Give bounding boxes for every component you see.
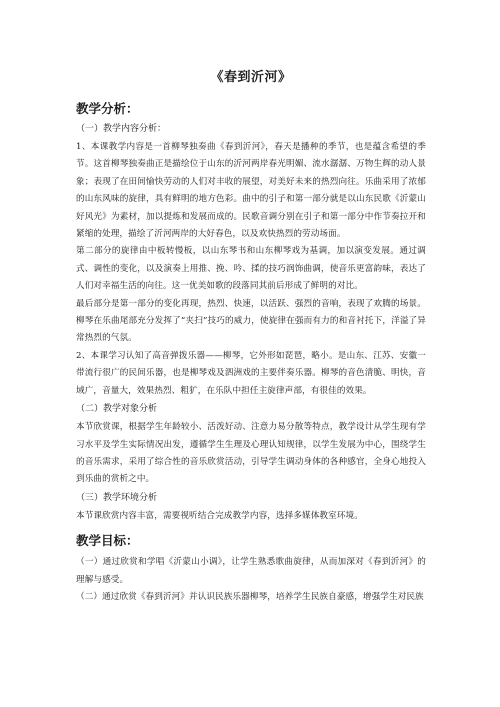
paragraph: 本节欣赏课，根据学生年龄较小、活泼好动、注意力易分散等特点，教学设计从学生现有学习水平及学生实际情况出发，遵循学生生理及心理认知规律，以学生发展为中心，围绕学生的音乐需求，采用了综合性的音乐欣赏活动，引导学生调动身体的各种感官，全身心地投入到乐曲的赏析之中。 [76,422,426,485]
paragraph: 本节课欣赏内容丰富，需要视听结合完成教学内容，选择多媒体教室环境。 [76,510,363,521]
paragraph: 第二部分的旋律由中板转慢板，以山东琴书和山东柳琴戏为基调，加以演变发展。通过调式、调性的变化，以及演奏上用推、挽、吟、揉的技巧润饰曲调，使音乐更富韵味，表达了人们对幸福生活的向往。这一优美如歌的段落同其前后形成了鲜明的对比。 [76,246,426,292]
subheading-content-analysis: （一）教学内容分析： [76,124,167,134]
paragraph: 2、本课学习认知了高音弹拨乐器——柳琴，它外形如琵琶，略小。是山东、江苏、安徽一带流行很广的民间乐器，也是柳琴戏及泗洲戏的主要伴奏乐器。柳琴的音色清脆、明快，音域广，音量大，效果热烈、粗犷，在乐队中担任主旋律声部，有很佳的效果。 [76,350,426,396]
goal-item: （二）通过欣赏《春到沂河》并认识民族乐器柳琴，培养学生民族自豪感，增强学生对民族 [76,591,424,602]
paragraph: 最后部分是第一部分的变化再现，热烈、快速，以活跃、强烈的音响，表现了欢腾的场景。柳琴在乐曲尾部充分发挥了“夹扫”技巧的威力，使旋律在强而有力的和音衬托下，洋溢了异常热烈的气氛。 [76,298,426,344]
subheading-student-analysis: （二）教学对象分析 [76,404,158,415]
paragraph: 1、本课教学内容是一首柳琴独奏曲《春到沂河》，春天是播种的季节，也是蕴含希望的季节。这首柳琴独奏曲正是描绘位于山东的沂河两岸春光明媚、流水潺潺、万物生辉的动人景象；表现了在田间愉快劳动的人们对丰收的展望，对美好未来的热烈向往。乐曲采用了浓郁的山东风味的旋律，具有鲜明的地方色彩。曲中的引子和第一部分就是以山东民歌《沂蒙山好风光》为素材，加以提炼和发展而成的。民歌音调分别在引子和第一部分中作节奏拉开和紧缩的处理，描绘了沂河两岸的大好春色，以及欢快热烈的劳动场面。 [76,142,426,240]
document-title: 《春到沂河》 [210,70,292,85]
section-heading-analysis: 教学分析： [76,101,139,116]
goal-item: （一）通过欣赏和学唱《沂蒙山小调》，让学生熟悉歌曲旋律，从而加深对《春到沂河》的理解与感受。 [76,557,426,585]
subheading-environment-analysis: （三）教学环境分析 [76,492,158,503]
section-heading-goals: 教学目标： [76,533,139,549]
